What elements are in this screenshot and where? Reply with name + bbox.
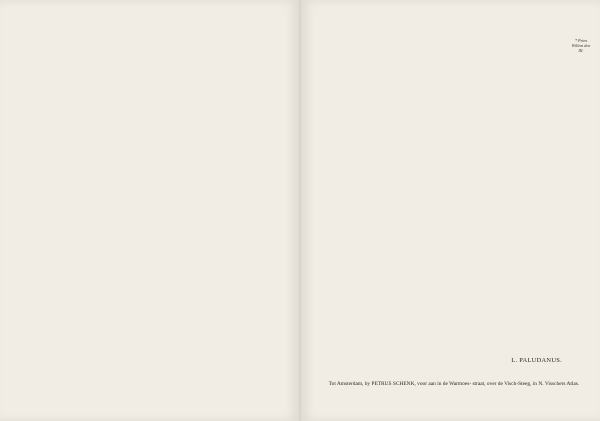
verse-line — [22, 231, 268, 238]
verse-line — [313, 198, 559, 205]
verse-line — [22, 148, 268, 155]
verse-line — [22, 135, 268, 142]
verse-line — [22, 191, 268, 198]
verse-line — [313, 71, 559, 78]
verse-line — [313, 224, 559, 231]
verse-line — [313, 54, 559, 61]
verse-line — [313, 61, 559, 68]
verse-line — [313, 98, 559, 105]
verse-line — [313, 85, 559, 92]
verse-line — [22, 52, 268, 59]
verse-line — [313, 91, 559, 98]
verse-line — [22, 261, 268, 268]
verse-line — [22, 301, 268, 308]
verse-line — [22, 28, 268, 35]
verse-line — [22, 172, 268, 179]
verse-line — [313, 238, 559, 245]
verse-line — [313, 185, 559, 192]
verse-line — [22, 141, 268, 148]
verse-line — [22, 122, 268, 129]
right-page — [301, 0, 600, 421]
verse-line — [22, 294, 268, 301]
verse-line — [313, 154, 559, 161]
verse-line — [313, 231, 559, 238]
verse-line — [22, 341, 268, 348]
verse-line — [313, 115, 559, 122]
verse-line — [313, 128, 559, 135]
stanza-gap — [22, 380, 268, 384]
verse-line — [22, 115, 268, 122]
verse-line — [313, 218, 559, 225]
verse-line — [22, 21, 268, 28]
verse-line — [22, 78, 268, 85]
verse-line — [313, 48, 559, 55]
marginal-note: * Prins Willem den III. — [571, 38, 591, 53]
verse-line — [313, 21, 559, 28]
verse-line — [22, 314, 268, 321]
verse-line — [22, 373, 268, 380]
verse-line — [22, 251, 268, 258]
verse-line — [22, 327, 268, 334]
left-page — [0, 0, 299, 421]
verse-line — [313, 161, 559, 168]
verse-line — [22, 104, 268, 111]
verse-line — [22, 8, 268, 15]
verse-line — [22, 91, 268, 98]
verse-line — [22, 211, 268, 218]
verse-line — [22, 367, 268, 374]
verse-line — [313, 122, 559, 129]
verse-line — [22, 218, 268, 225]
verse-line — [313, 148, 559, 155]
verse-line — [313, 168, 559, 175]
verse-line — [22, 65, 268, 72]
imprint: Tot Amsterdam, by PETRUS SCHENK, voor aan in de Warmoes- straat, over de Visch-Steeg, in N. Visschers Atlas. — [328, 381, 580, 387]
right-text-column — [313, 8, 559, 255]
verse-line — [22, 45, 268, 52]
verse-line — [313, 135, 559, 142]
verse-line — [313, 244, 559, 251]
signature: L. PALUDANUS. — [511, 357, 562, 364]
verse-line — [22, 198, 268, 205]
verse-line — [313, 108, 559, 115]
verse-line — [313, 34, 559, 41]
verse-line — [22, 360, 268, 367]
stanza-gap — [313, 251, 559, 255]
verse-line — [22, 34, 268, 41]
verse-line — [22, 354, 268, 361]
verse-line — [22, 288, 268, 295]
verse-line — [22, 238, 268, 245]
verse-line — [313, 15, 559, 22]
verse-line — [22, 281, 268, 288]
verse-line — [22, 334, 268, 341]
verse-line — [22, 71, 268, 78]
verse-line — [22, 178, 268, 185]
verse-line — [22, 185, 268, 192]
verse-line — [22, 244, 268, 251]
verse-line — [22, 268, 268, 275]
verse-line — [22, 98, 268, 105]
verse-line — [22, 58, 268, 65]
verse-line — [22, 161, 268, 168]
verse-line — [22, 205, 268, 212]
verse-line — [313, 205, 559, 212]
verse-line — [313, 8, 559, 15]
verse-line — [22, 347, 268, 354]
verse-line — [22, 128, 268, 135]
verse-line — [22, 308, 268, 315]
verse-line — [22, 15, 268, 22]
verse-line — [313, 28, 559, 35]
verse-line — [22, 275, 268, 282]
verse-line — [22, 154, 268, 161]
verse-line — [22, 85, 268, 92]
verse-line — [313, 174, 559, 181]
verse-line — [313, 41, 559, 48]
verse-line — [313, 141, 559, 148]
verse-line — [22, 224, 268, 231]
verse-line — [313, 191, 559, 198]
verse-line — [22, 321, 268, 328]
verse-line — [313, 211, 559, 218]
verse-line — [313, 78, 559, 85]
left-text-column — [22, 8, 268, 384]
